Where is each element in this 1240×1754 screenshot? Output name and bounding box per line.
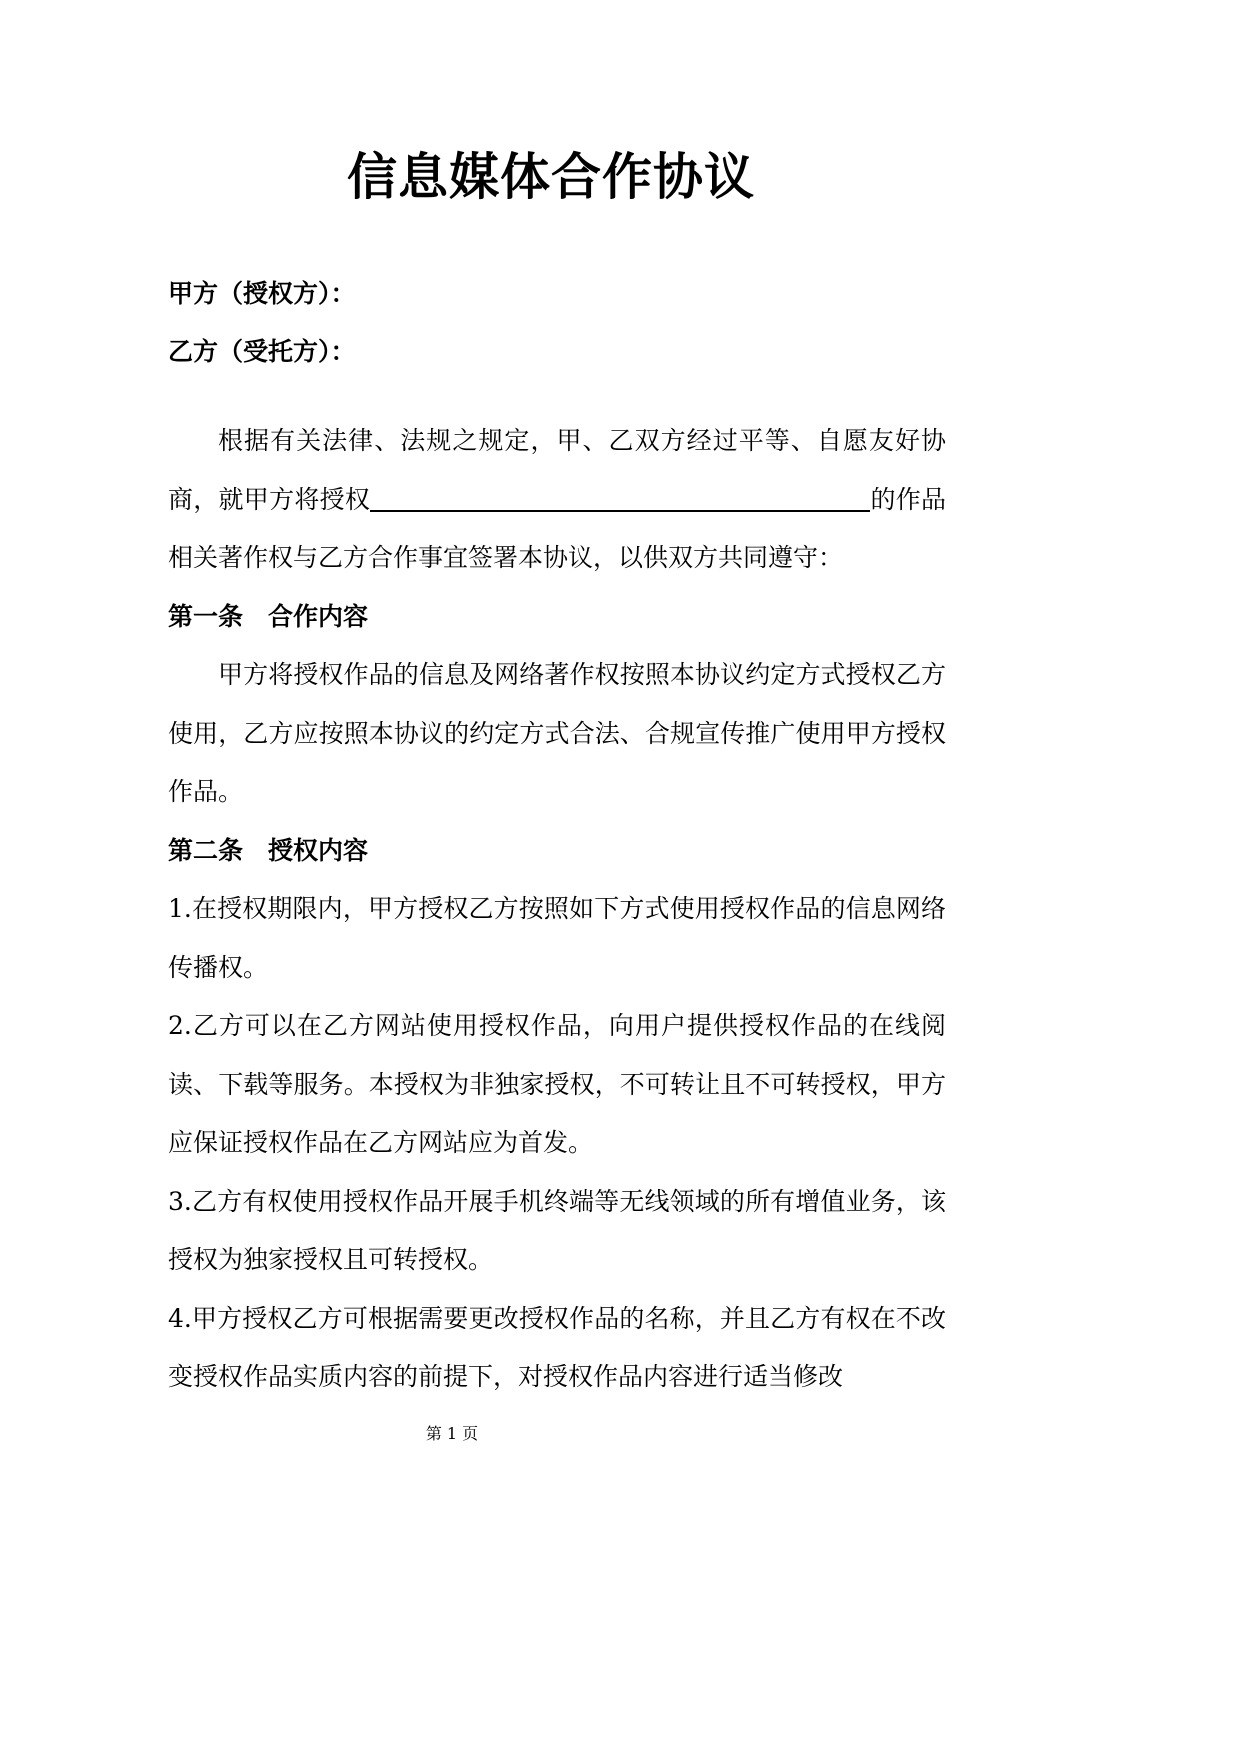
article-1-paragraph: 甲方将授权作品的信息及网络著作权按照本协议约定方式授权乙方使用，乙方应按照本协议的约定方式合法、合规宣传推广使用甲方授权作品。 <box>168 660 946 806</box>
document-title: 信息媒体合作协议 <box>347 147 755 206</box>
clause-3: 3.乙方有权使用授权作品开展手机终端等无线领域的所有增值业务，该授权为独家授权且可转授权。 <box>168 1186 946 1274</box>
clause-2: 2.乙方可以在乙方网站使用授权作品，向用户提供授权作品的在线阅读、下载等服务。本授权为非独家授权，不可转让且不可转授权，甲方应保证授权作品在乙方网站应为首发。 <box>168 1011 946 1157</box>
article-1-heading: 第一条 合作内容 <box>168 601 369 631</box>
preamble-text-end: 的作品相关著作权与乙方合作事宜签署本协议，以供双方共同遵守： <box>168 484 946 572</box>
clause-1: 1.在授权期限内，甲方授权乙方按照如下方式使用授权作品的信息网络传播权。 <box>168 894 946 982</box>
work-name-blank <box>370 482 870 512</box>
page-number: 第 1 页 <box>425 1424 479 1443</box>
article-2-heading: 第二条 授权内容 <box>168 835 369 865</box>
preamble-paragraph <box>168 412 946 588</box>
party-b-label: 乙方（受托方）： <box>168 337 356 366</box>
party-a-label: 甲方（授权方）： <box>168 279 356 308</box>
preamble-text-start: 根据有关法律、法规之规定，甲、乙双方经过平等、自愿友好协商，就甲方将授权 <box>168 426 946 514</box>
clause-4: 4.甲方授权乙方可根据需要更改授权作品的名称，并且乙方有权在不改变授权作品实质内容的前提下，对授权作品内容进行适当修改 <box>168 1303 946 1391</box>
document-body <box>168 412 946 1407</box>
